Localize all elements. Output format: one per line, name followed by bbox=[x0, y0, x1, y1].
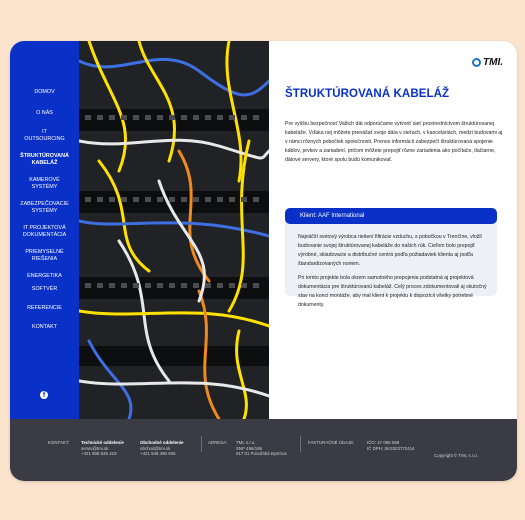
footer-sales-block bbox=[140, 440, 183, 457]
sidebar-item-referencie[interactable]: REFERENCIE bbox=[27, 305, 62, 311]
sidebar-item-strukturovana-kabelaz[interactable]: ŠTRUKTÚROVANÁ KABELÁŽ bbox=[20, 153, 69, 166]
hero-photo-network-cables bbox=[79, 41, 269, 419]
footer-ico: IČO: 47 095 068 bbox=[367, 440, 400, 445]
footer-address-label: ADRESA: bbox=[208, 440, 228, 445]
footer-address-block bbox=[236, 440, 287, 457]
footer-dic: IČ DPH: SK2023772414 bbox=[367, 445, 415, 451]
footer-address-line-1: TMI, s.r.o. bbox=[236, 440, 256, 445]
footer-billing-block bbox=[367, 440, 415, 451]
tmi-logo[interactable] bbox=[472, 57, 503, 68]
tmi-logo-icon bbox=[472, 58, 481, 67]
footer bbox=[10, 419, 517, 481]
footer-tech-block bbox=[81, 440, 124, 457]
sidebar-nav bbox=[10, 89, 79, 331]
main-content bbox=[269, 41, 517, 419]
sidebar-item-it-projektova-dokumentacia[interactable]: IT PROJEKTOVÁ DOKUMENTÁCIA bbox=[22, 225, 67, 238]
sidebar-item-priemyselne-riesenia[interactable]: PRIEMYSELNÉ RIEŠENIA bbox=[25, 249, 64, 262]
tmi-logo-text: TMI. bbox=[483, 57, 503, 68]
client-heading: Klient: AAF International bbox=[285, 208, 497, 224]
footer-tech-title: Technické oddelenie bbox=[81, 440, 124, 445]
footer-divider bbox=[300, 436, 301, 452]
sidebar-item-zabezpecovacie-systemy[interactable]: ZABEZPEČOVACIE SYSTÉMY bbox=[20, 201, 69, 214]
footer-tech-email[interactable]: servis@tmi.sk bbox=[81, 445, 109, 451]
sidebar-item-o-nas[interactable]: O NÁS bbox=[36, 110, 53, 116]
page-title: ŠTRUKTÚROVANÁ KABELÁŽ bbox=[285, 88, 450, 100]
sidebar-item-kontakt[interactable]: KONTAKT bbox=[31, 324, 58, 330]
footer-sales-phone[interactable]: +421 948 490 945 bbox=[140, 451, 176, 456]
client-paragraph-2: Pri tomto projekte bola okrem samotného prepojenia podstatná aj projektová dokumentácia pre štruktúrovanú kabeláž. Celý proces zdokumentovali aj skutočný stav na konci montáže, aby mal klient k projektu k dispozícii všetky potrebné dokumenty. bbox=[298, 275, 487, 308]
cable-illustration bbox=[79, 41, 269, 419]
sidebar-item-it-outsourcing[interactable]: IT OUTSOURCING bbox=[24, 129, 65, 142]
facebook-icon[interactable]: f bbox=[40, 391, 48, 399]
sidebar-item-softver[interactable]: SOFTVÉR bbox=[31, 286, 58, 292]
page-card bbox=[10, 41, 517, 481]
sidebar bbox=[10, 41, 79, 419]
intro-paragraph: Pre vyššiu bezpečnosť Vašich dát odporúčame vytvoriť sieť prostredníctvom štruktúrovanej kabeláže. Vďaka nej môžete prenášať svoje dáta v sieťach, v kanceláriách, medzi budovami aj v rámci rôznych pobočiek spoločnosti. Prenos informácií zabezpečí štruktúrovaná spojenie káblov, prvkov a zariadení, pričom môžete prepojiť rôzne zariadenia ako počítače, tlačiarne, dátové servery, ktoré spolu budú komunikovať. bbox=[285, 121, 503, 163]
sidebar-item-domov[interactable]: DOMOV bbox=[34, 89, 55, 95]
footer-contact-label: KONTAKT: bbox=[48, 440, 70, 445]
sidebar-item-kamerove-systemy[interactable]: KAMEROVÉ SYSTÉMY bbox=[29, 177, 60, 190]
footer-address-line-3: 017 01 Považská Bystrica bbox=[236, 451, 287, 456]
footer-copyright: Copyright © TMI, s.r.o. bbox=[434, 453, 478, 458]
footer-tech-phone[interactable]: +421 908 525 419 bbox=[81, 451, 117, 456]
footer-sales-title: Obchodné oddelenie bbox=[140, 440, 184, 445]
footer-sales-email[interactable]: obchod@tmi.sk bbox=[140, 445, 171, 451]
footer-address-line-2: SNP 496/196 bbox=[236, 445, 263, 451]
client-card bbox=[285, 208, 497, 308]
footer-billing-label: FAKTURAČNÉ ÚDAJE: bbox=[308, 440, 355, 445]
client-paragraph-1: Najväčší svetový výrobca riešení filtrácie vzduchu, s pobočkou v Trenčíne, vložil budovanie svojej štruktúrovanej kabeláže do našich rúk. Cieľom bolo prepojiť výrobné, skladovacie a distribučné centrá podľa požiadaviek klienta aj podľa štandardizovaných noriem. bbox=[298, 234, 482, 267]
footer-divider bbox=[201, 436, 202, 452]
sidebar-item-energetika[interactable]: ENERGETIKA bbox=[27, 273, 62, 279]
